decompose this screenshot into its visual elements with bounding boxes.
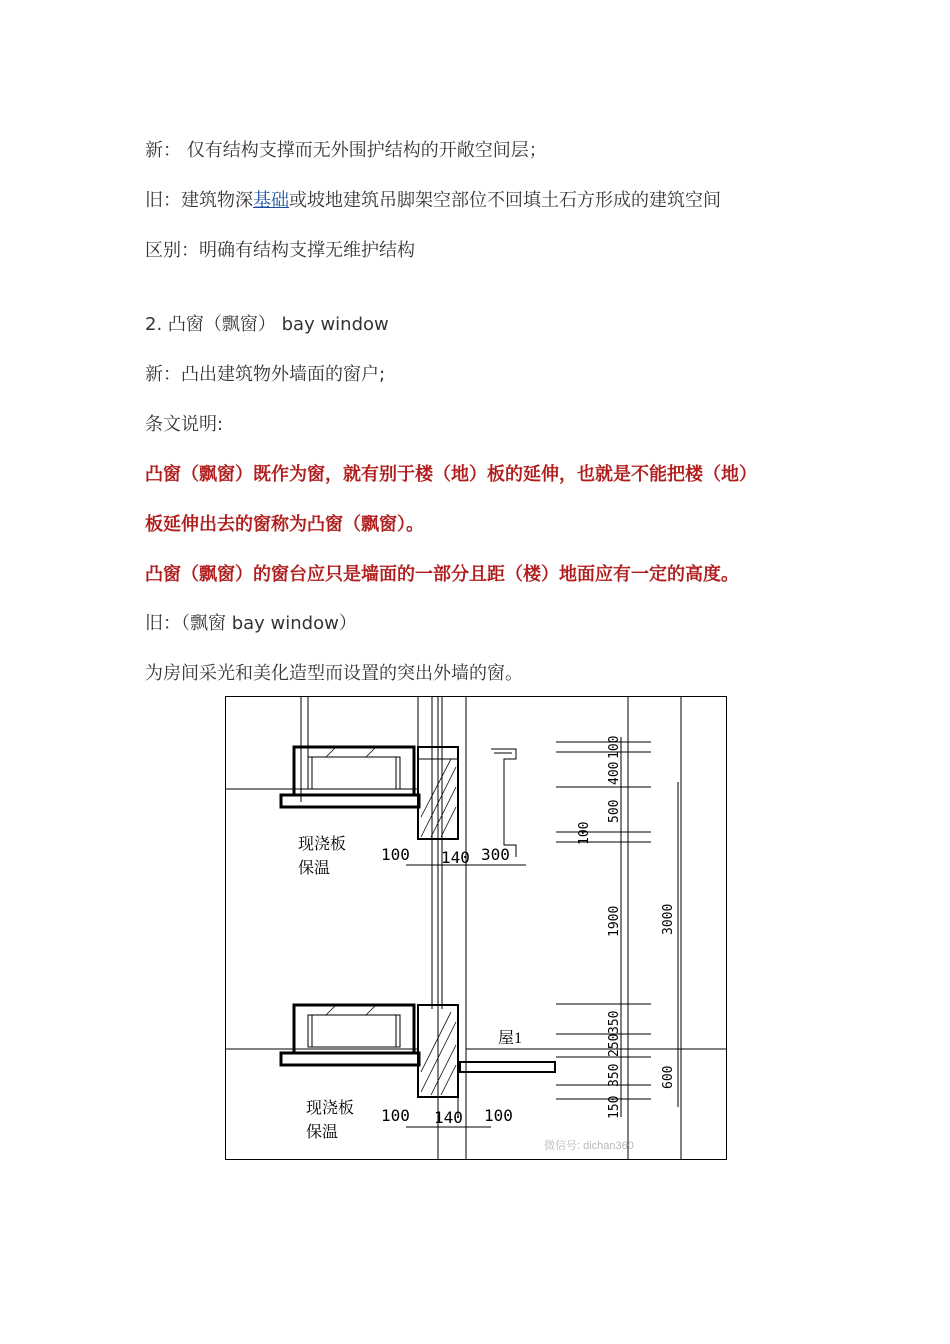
emphasis-line-2: 板延伸出去的窗称为凸窗（飘窗）。: [145, 514, 424, 535]
dim-v-350: 350: [607, 1010, 622, 1034]
dim-v-600: 600: [661, 1065, 676, 1089]
text-line-5: 新：凸出建筑物外墙面的窗户;: [145, 364, 386, 385]
drawing-labels: [298, 834, 522, 1141]
dim-bottom-2: 140: [434, 1108, 463, 1127]
emphasis-line-1: 凸窗（飘窗）既作为窗，就有别于楼（地）板的延伸，也就是不能把楼（地）: [145, 464, 757, 485]
label-roof: 屋1: [498, 1030, 523, 1047]
foundation-link[interactable]: 基础: [253, 190, 289, 211]
drawing-svg: [226, 697, 726, 1159]
dim-v-150: 150: [607, 1095, 622, 1119]
dim-v-100b: 100: [577, 821, 592, 845]
label-slab-2: 现浇板: [306, 1100, 355, 1117]
dim-v-350b: 350: [607, 1063, 622, 1087]
dim-v-3000: 3000: [661, 903, 676, 935]
emphasis-line-3: 凸窗（飘窗）的窗台应只是墙面的一部分且距（楼）地面应有一定的高度。: [145, 564, 739, 585]
horizontal-dimensions: [381, 845, 513, 1127]
dim-v-1900: 1900: [607, 905, 622, 937]
text-line-10: 旧：（飘窗 bay window）: [145, 613, 357, 634]
dim-v-400: 400: [607, 761, 622, 785]
dim-v-250: 250: [607, 1033, 622, 1057]
label-insulation-1: 保温: [298, 860, 331, 877]
text-line-2-prefix: 旧：建筑物深: [145, 190, 253, 211]
label-slab-1: 现浇板: [298, 836, 347, 853]
watermark: 微信号: dichan360: [544, 1140, 634, 1152]
text-line-3: 区别：明确有结构支撑无维护结构: [145, 240, 415, 261]
bay-window-section-drawing: [225, 696, 727, 1160]
section-heading: 2. 凸窗（飘窗） bay window: [145, 314, 389, 335]
text-line-2: [145, 188, 721, 214]
text-line-11: 为房间采光和美化造型而设置的突出外墙的窗。: [145, 663, 523, 684]
text-line-2-suffix: 或坡地建筑吊脚架空部位不回填土石方形成的建筑空间: [289, 190, 721, 211]
dim-v-100: 100: [607, 735, 622, 759]
dim-top-2: 140: [441, 848, 470, 867]
label-insulation-2: 保温: [306, 1124, 339, 1141]
dim-v-500: 500: [607, 799, 622, 823]
dim-top-1: 100: [381, 845, 410, 864]
dim-top-3: 300: [481, 845, 510, 864]
text-line-1: 新： 仅有结构支撑而无外围护结构的开敞空间层；: [145, 140, 547, 161]
hatching: [326, 747, 456, 1095]
vertical-dimensions: [577, 736, 676, 1119]
dim-bottom-1: 100: [381, 1106, 410, 1125]
dim-bottom-3: 100: [484, 1106, 513, 1125]
text-line-6: 条文说明:: [145, 414, 224, 435]
drawing-lines: [226, 697, 726, 1159]
